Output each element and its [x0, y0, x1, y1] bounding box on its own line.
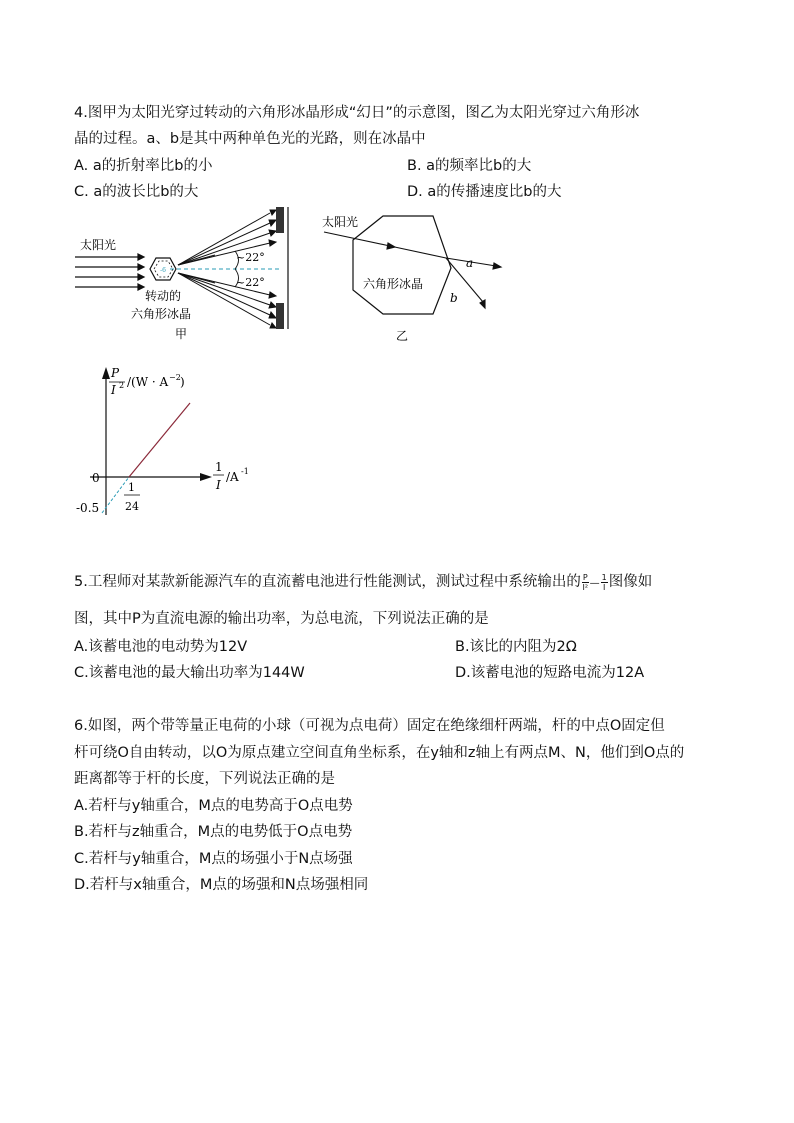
graph-data-line	[129, 403, 190, 477]
graph-x-label-unit: /A	[226, 470, 239, 484]
q5-option-a: A.该蓄电池的电动势为12V	[74, 639, 248, 655]
q6-stem-line1: 6.如图，两个带等量正电荷的小球（可视为点电荷）固定在绝缘细杆两端，杆的中点O固定但	[74, 718, 665, 734]
graph-y-intercept-label: -0.5	[76, 501, 100, 515]
figure-jia	[70, 205, 300, 345]
jia-crystal-label-2: 六角形冰晶	[131, 307, 192, 321]
q5-graph	[70, 365, 270, 525]
q5-stem-line2: 图，其中P为直流电源的输出功率，为总电流，下列说法正确的是	[74, 611, 489, 627]
q5-stem-line1	[74, 572, 652, 594]
q5-stem-pre: 5.工程师对某款新能源汽车的直流蓄电池进行性能测试，测试过程中系统输出的	[74, 574, 581, 590]
q6-stem-line2: 杆可绕O自由转动，以O为原点建立空间直角坐标系，在y轴和z轴上有两点M、N，他们到O点的	[74, 745, 685, 761]
yi-ray-a: a	[466, 256, 474, 270]
graph-x-label-num: 1	[215, 460, 223, 474]
yi-crystal-label: 六角形冰晶	[363, 277, 424, 291]
jia-angle-upper: ~22°	[236, 251, 265, 264]
jia-angle-lower: ~22°	[236, 276, 265, 289]
yi-rays	[324, 232, 501, 308]
graph-x-intercept-den: 24	[125, 500, 139, 513]
q5-frac1-den: I²	[582, 582, 589, 592]
q6-option-a: A.若杆与y轴重合，M点的电势高于O点电势	[74, 798, 353, 814]
q5-stem-post: 图像如	[608, 574, 653, 590]
yi-sun-label: 太阳光	[322, 215, 359, 229]
q6-option-c: C.若杆与y轴重合，M点的场强小于N点场强	[74, 851, 353, 867]
jia-screen	[276, 207, 288, 329]
graph-y-label-close: )	[180, 375, 185, 389]
jia-crystal-label-1: 转动的	[145, 289, 182, 303]
svg-text:-6: -6	[160, 267, 166, 274]
q5-option-b: B.该比的内阻为2Ω	[455, 639, 577, 655]
q5-option-d: D.该蓄电池的短路电流为12A	[455, 665, 645, 681]
q4-option-a: A. a的折射率比b的小	[74, 158, 213, 174]
graph-y-label-unit: /(W · A	[127, 375, 169, 389]
q4-option-c: C. a的波长比b的大	[74, 184, 199, 200]
jia-incoming-rays	[75, 254, 144, 290]
graph-y-label-den: I	[111, 383, 116, 397]
q5-option-c: C.该蓄电池的最大输出功率为144W	[74, 665, 305, 681]
graph-x-label-den: I	[216, 478, 221, 492]
graph-y-label-den-exp: 2	[119, 381, 125, 390]
graph-origin-label: 0	[92, 471, 100, 485]
q5-frac2-num: 1	[601, 572, 607, 582]
q4-option-b: B. a的频率比b的大	[407, 158, 532, 174]
q6-stem-line3: 距离都等于杆的长度，下列说法正确的是	[74, 771, 335, 787]
q4-stem-line1: 4.图甲为太阳光穿过转动的六角形冰晶形成“幻日”的示意图，图乙为太阳光穿过六角形冰	[74, 105, 640, 121]
jia-caption: 甲	[175, 327, 188, 341]
q4-option-d: D. a的传播速度比b的大	[407, 184, 562, 200]
q5-frac1-num: P	[582, 572, 588, 582]
graph-y-arrow	[102, 367, 110, 379]
q5-frac-p-over-i2	[582, 573, 589, 592]
q5-frac2-den: I	[603, 582, 606, 592]
graph-x-intercept-num: 1	[128, 481, 135, 494]
q4-stem-line2: 晶的过程。a、b是其中两种单色光的光路，则在冰晶中	[74, 131, 426, 147]
graph-x-arrow	[200, 473, 212, 481]
q5-frac-1-over-i	[601, 573, 608, 592]
jia-sun-label: 太阳光	[80, 238, 117, 252]
q6-option-b: B.若杆与z轴重合，M点的电势低于O点电势	[74, 824, 353, 840]
q6-option-d: D.若杆与x轴重合，M点的场强和N点场强相同	[74, 877, 369, 893]
yi-ray-b: b	[450, 291, 458, 305]
yi-hexagon	[353, 216, 451, 314]
figure-yi	[318, 210, 498, 345]
q5-dash: —	[589, 578, 600, 589]
graph-x-label-unit-exp: -1	[241, 467, 249, 476]
graph-y-label-num: P	[111, 366, 120, 380]
graph-y-label-unit-exp: −2	[169, 373, 181, 382]
yi-caption: 乙	[396, 329, 409, 343]
